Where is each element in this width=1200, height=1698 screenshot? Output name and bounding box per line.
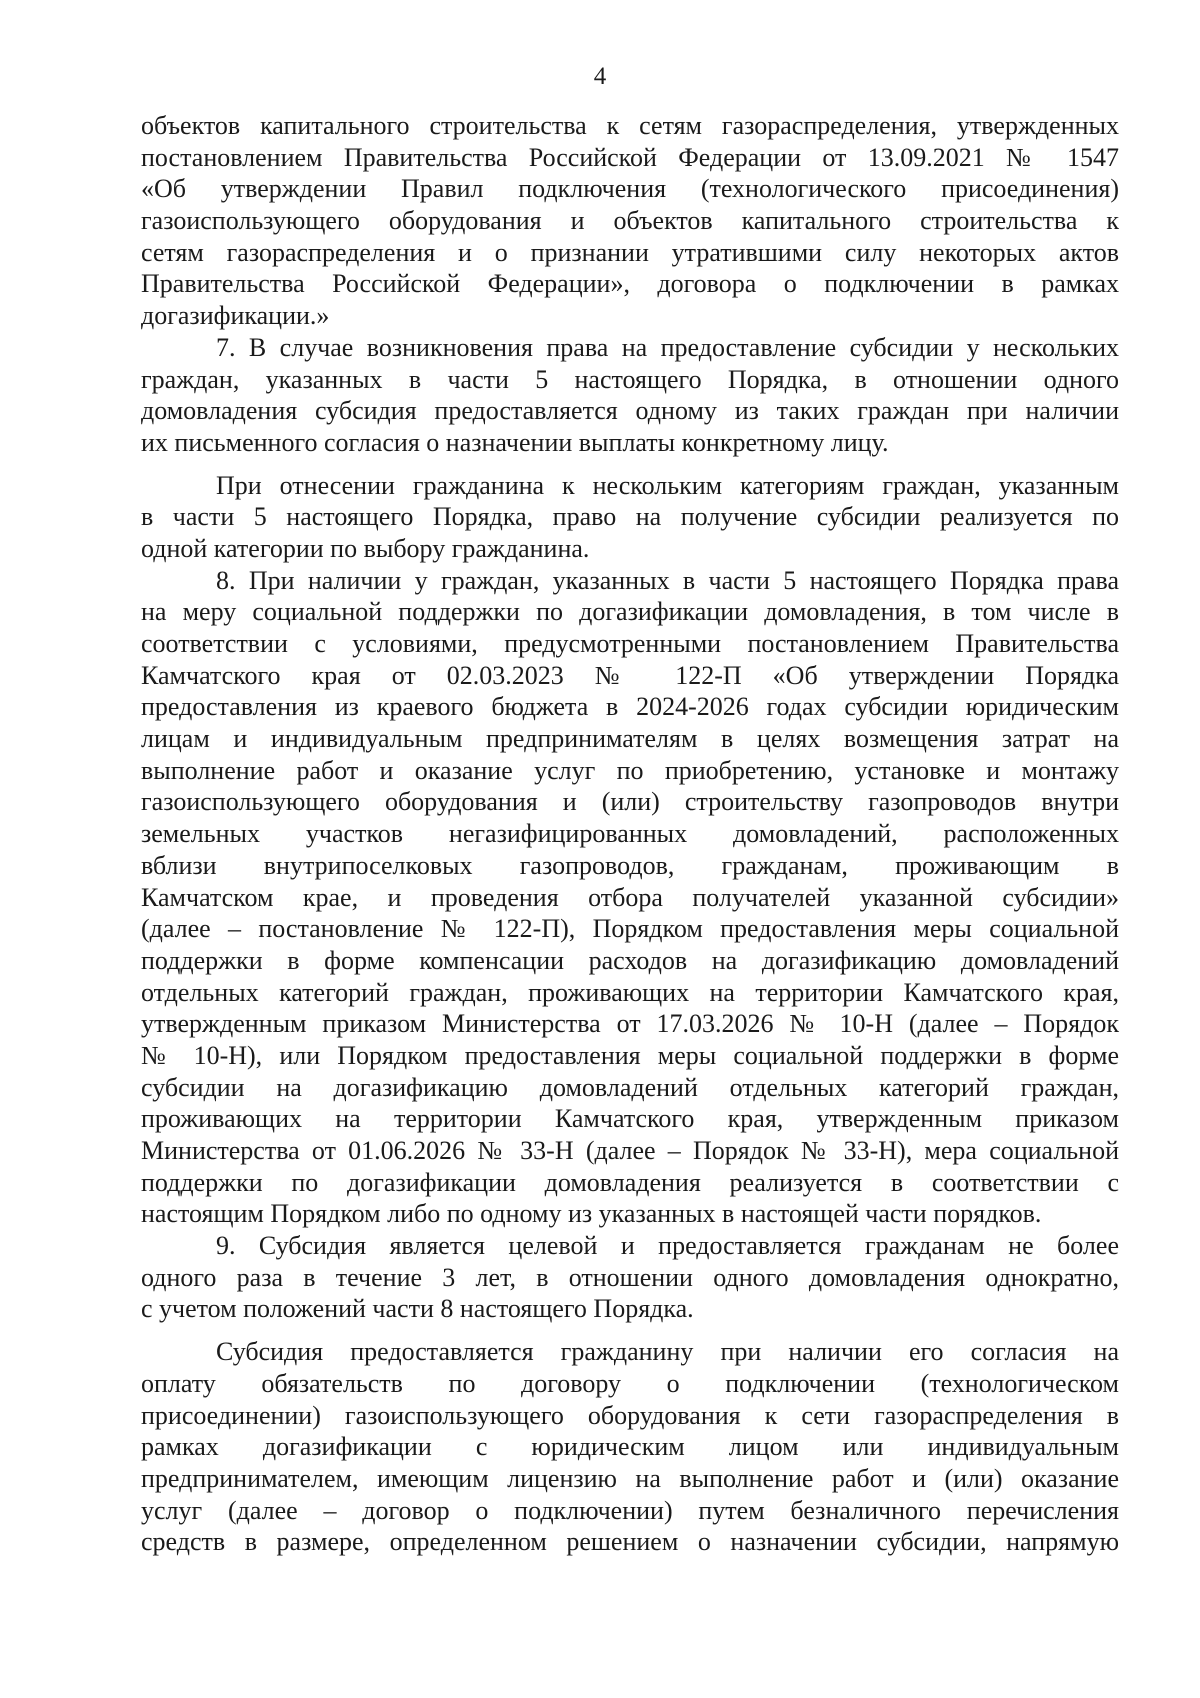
text-line: настоящим Порядком либо по одному из указанных в настоящей части порядков.: [141, 1199, 1042, 1229]
text-line: При отнесении гражданина к нескольким категориям граждан, указанным: [216, 470, 1119, 500]
text-line: с учетом положений части 8 настоящего Порядка.: [141, 1294, 694, 1324]
text-line: домовладения субсидия предоставляется одному из таких граждан при наличии: [141, 396, 1119, 426]
text-line: лицам и индивидуальным предпринимателям в целях возмещения затрат на: [141, 724, 1119, 754]
text-line: предпринимателем, имеющим лицензию на выполнение работ и (или) оказание: [141, 1463, 1119, 1493]
text-line: 9. Субсидия является целевой и предоставляется гражданам не более: [216, 1231, 1119, 1261]
text-line: услуг (далее – договор о подключении) путем безналичного перечисления: [141, 1495, 1119, 1525]
text-line: поддержки в форме компенсации расходов на догазификацию домовладений: [141, 945, 1119, 975]
text-line: в части 5 настоящего Порядка, право на получение субсидии реализуется по: [141, 502, 1119, 532]
text-line: Правительства Российской Федерации», договора о подключении в рамках: [141, 269, 1119, 299]
text-line: сетям газораспределения и о признании утратившими силу некоторых актов: [141, 237, 1119, 267]
text-line: их письменного согласия о назначении выплаты конкретному лицу.: [141, 427, 889, 457]
text-line: № 10-Н), или Порядком предоставления меры социальной поддержки в форме: [141, 1040, 1119, 1070]
text-line: газоиспользующего оборудования и (или) строительству газопроводов внутри: [141, 787, 1119, 817]
text-line: выполнение работ и оказание услуг по приобретению, установке и монтажу: [141, 755, 1119, 785]
text-line: Камчатского края от 02.03.2023 № 122-П «Об утверждении Порядка: [141, 660, 1119, 690]
paragraph-item-9: [141, 1230, 1119, 1325]
text-line: догазификации.»: [141, 301, 330, 331]
text-line: Камчатском крае, и проведения отбора получателей указанной субсидии»: [141, 882, 1119, 912]
text-line: субсидии на догазификацию домовладений отдельных категорий граждан,: [141, 1072, 1119, 1102]
paragraph-gap: [141, 459, 1119, 470]
text-line: предоставления из краевого бюджета в 2024-2026 годах субсидии юридическим: [141, 692, 1119, 722]
text-line: объектов капитального строительства к сетям газораспределения, утвержденных: [141, 111, 1119, 140]
text-line: соответствии с условиями, предусмотренными постановлением Правительства: [141, 629, 1119, 658]
paragraph-continuation: [141, 110, 1119, 332]
paragraph-gap: [141, 1325, 1119, 1336]
paragraph-item-8: [141, 565, 1119, 1230]
text-line: Министерства от 01.06.2026 № 33-Н (далее – Порядок № 33-Н), мера социальной: [141, 1136, 1119, 1165]
paragraph-item-7-categories: [141, 470, 1119, 565]
text-line: одной категории по выбору гражданина.: [141, 533, 590, 563]
text-line: газоиспользующего оборудования и объектов капитального строительства к: [141, 206, 1119, 236]
text-line: (далее – постановление № 122-П), Порядком предоставления меры социальной: [141, 914, 1119, 944]
text-line: одного раза в течение 3 лет, в отношении одного домовладения однократно,: [141, 1262, 1119, 1292]
text-line: оплату обязательств по договору о подключении (технологическом: [141, 1368, 1119, 1398]
text-line: земельных участков негазифицированных домовладений, расположенных: [141, 819, 1119, 849]
text-line: поддержки по догазификации домовладения реализуется в соответствии с: [141, 1167, 1119, 1197]
text-line: граждан, указанных в части 5 настоящего Порядка, в отношении одного: [141, 364, 1119, 394]
text-line: средств в размере, определенном решением о назначении субсидии, напрямую: [141, 1527, 1119, 1557]
text-line: на меру социальной поддержки по догазификации домовладения, в том числе в: [141, 597, 1119, 627]
page-number: 4: [593, 63, 607, 90]
text-line: 8. При наличии у граждан, указанных в части 5 настоящего Порядка права: [216, 565, 1119, 595]
text-line: проживающих на территории Камчатского края, утвержденным приказом: [141, 1104, 1119, 1134]
text-line: присоединении) газоиспользующего оборудования к сети газораспределения в: [141, 1400, 1119, 1430]
text-line: «Об утверждении Правил подключения (технологического присоединения): [141, 174, 1119, 204]
text-line: утвержденным приказом Министерства от 17.03.2026 № 10-Н (далее – Порядок: [141, 1009, 1119, 1039]
text-line: Субсидия предоставляется гражданину при наличии его согласия на: [216, 1337, 1119, 1367]
text-line: отдельных категорий граждан, проживающих на территории Камчатского края,: [141, 977, 1119, 1007]
paragraph-item-9-payment: [141, 1336, 1119, 1558]
text-line: рамках догазификации с юридическим лицом или индивидуальным: [141, 1432, 1119, 1462]
paragraph-item-7: [141, 332, 1119, 459]
text-line: постановлением Правительства Российской Федерации от 13.09.2021 № 1547: [141, 142, 1119, 172]
document-body: [141, 110, 1119, 1558]
text-line: 7. В случае возникновения права на предоставление субсидии у нескольких: [216, 332, 1119, 362]
text-line: вблизи внутрипоселковых газопроводов, гражданам, проживающим в: [141, 850, 1119, 880]
